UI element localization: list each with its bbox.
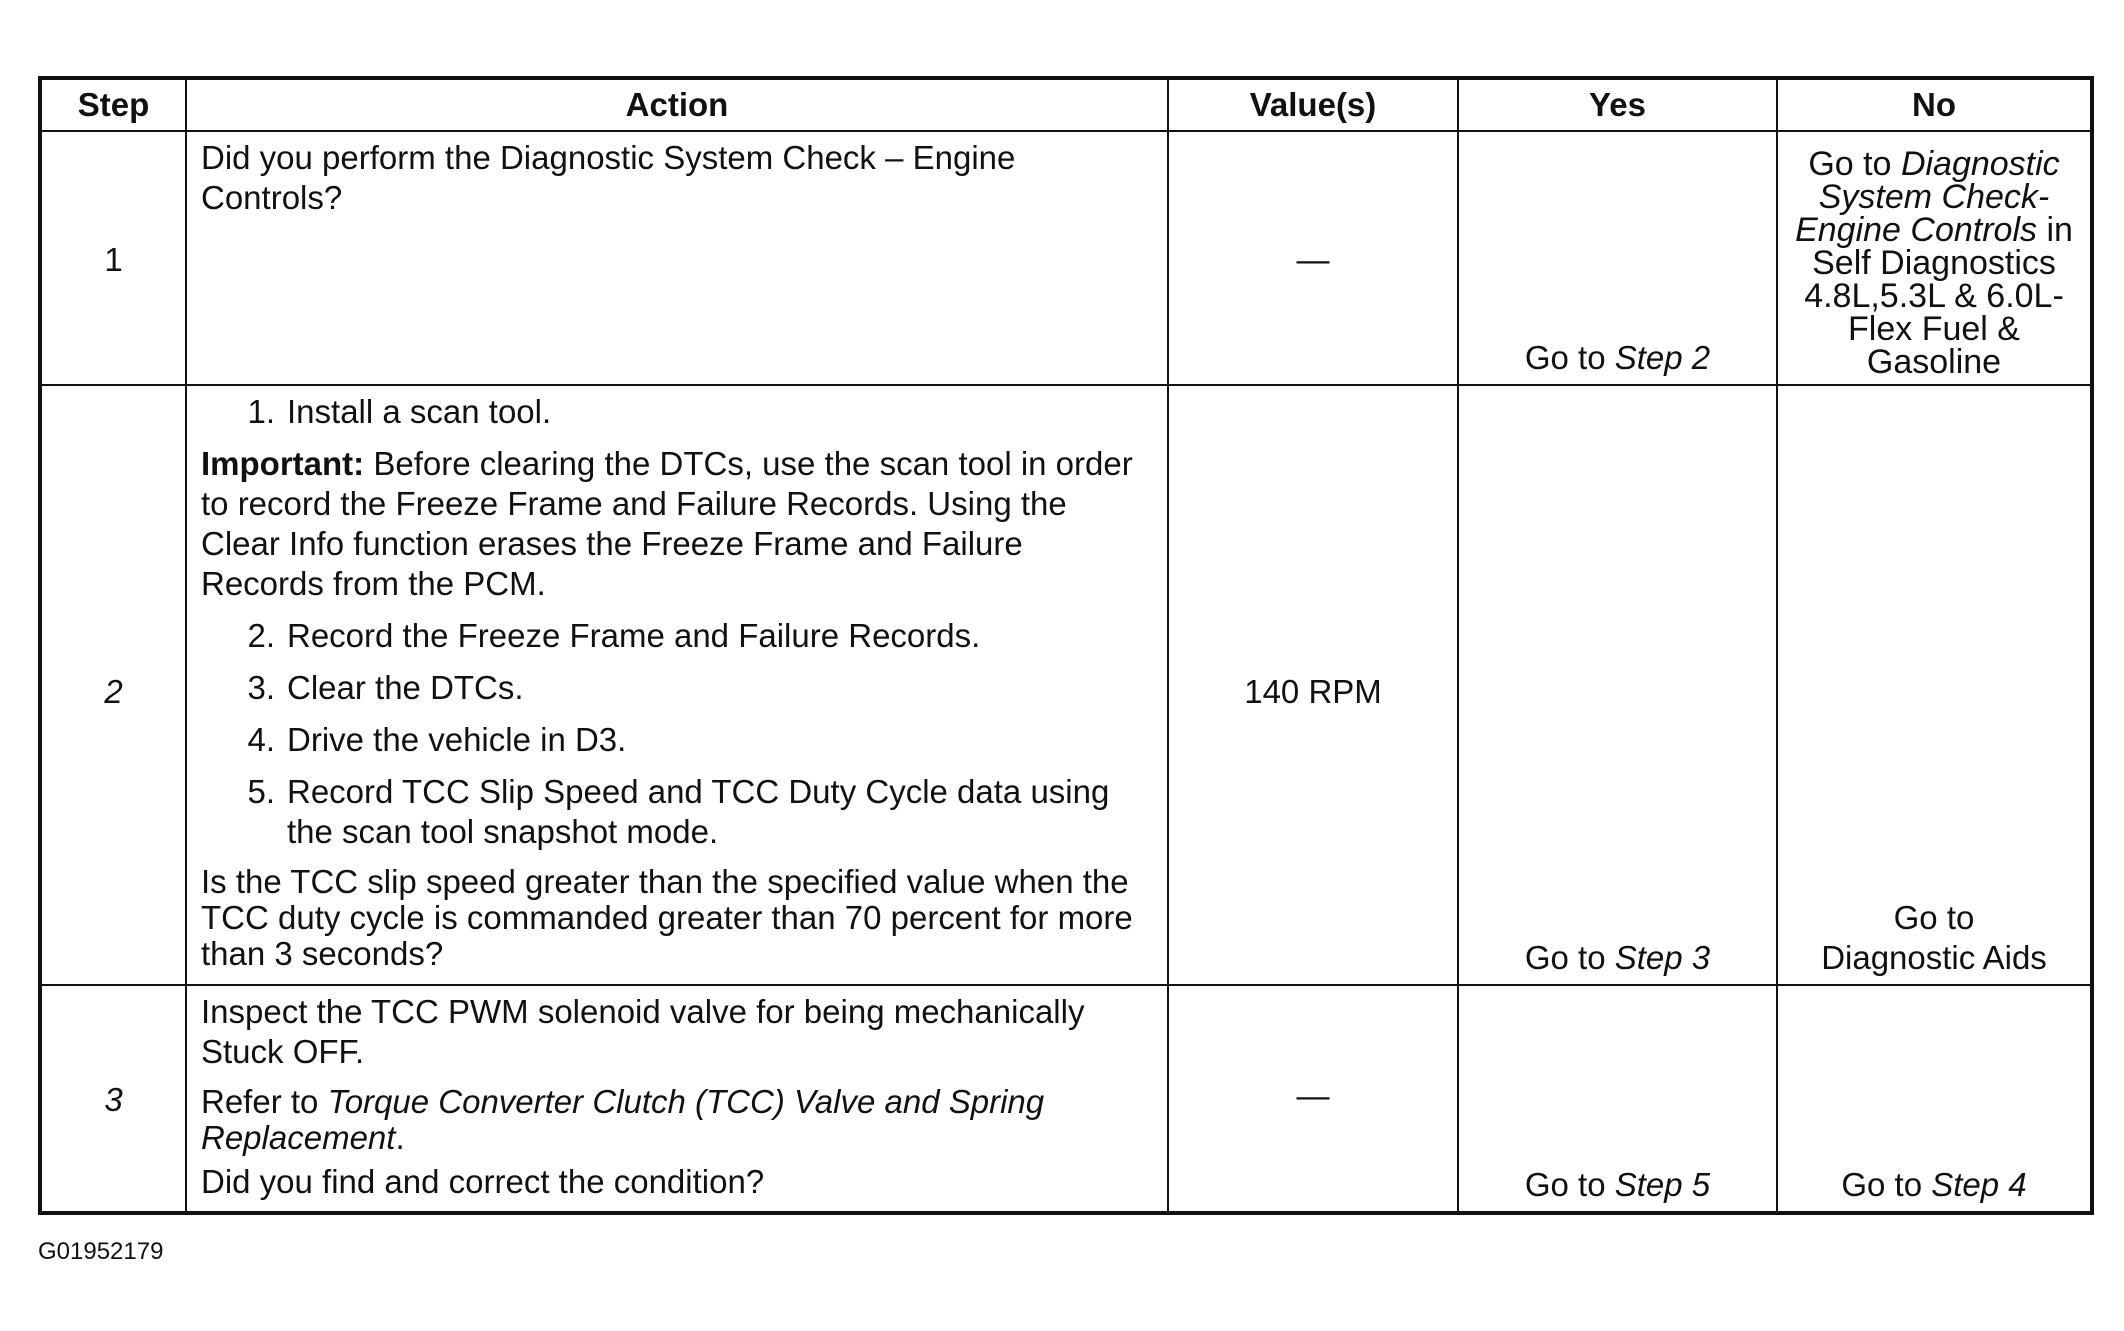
yes-link[interactable]: Go to Step 5 — [1524, 1166, 1711, 1203]
action-text: Inspect the TCC PWM solenoid valve for being mechanically Stuck OFF. — [201, 993, 1085, 1070]
figure-caption: G01952179 — [38, 1238, 164, 1265]
step-number: 3 — [104, 1081, 123, 1118]
value-cell — [1168, 131, 1458, 385]
step-cell — [40, 985, 186, 1213]
table-row-step-3 — [40, 985, 2092, 1213]
refer-link[interactable]: Torque Converter Clutch (TCC) Valve and Spring Replacement — [201, 1083, 1045, 1156]
action-list-item: 5. Record TCC Slip Speed and TCC Duty Cycle data using the scan tool snapshot mode. — [247, 773, 1110, 850]
action-question: Did you find and correct the condition? — [201, 1163, 765, 1200]
value-text: 140 RPM — [1244, 673, 1382, 710]
refer-text: Refer to Torque Converter Clutch (TCC) Valve and Spring Replacement. — [201, 1083, 1045, 1156]
yes-cell — [1458, 131, 1777, 385]
step-number: 2 — [104, 673, 123, 710]
header-step: Step — [40, 78, 186, 131]
diagnostic-table — [38, 76, 2094, 1215]
no-link[interactable]: Go to Step 4 — [1841, 1166, 2027, 1203]
value-text: — — [1296, 1077, 1330, 1114]
step-cell — [40, 385, 186, 985]
header-no: No — [1777, 78, 2092, 131]
step-cell — [40, 131, 186, 385]
action-cell — [186, 131, 1168, 385]
action-list-item: 1. Install a scan tool. — [247, 393, 552, 430]
header-yes: Yes — [1458, 78, 1777, 131]
value-cell — [1168, 985, 1458, 1213]
table-row-step-1 — [40, 131, 2092, 385]
value-cell — [1168, 385, 1458, 985]
header-action: Action — [186, 78, 1168, 131]
value-text: — — [1296, 241, 1330, 278]
yes-link[interactable]: Go to Step 3 — [1524, 939, 1711, 976]
yes-link[interactable]: Go to Step 2 — [1524, 339, 1711, 376]
yes-cell — [1458, 385, 1777, 985]
no-cell — [1777, 131, 2092, 385]
yes-cell — [1458, 985, 1777, 1213]
action-list-item: 3. Clear the DTCs. — [247, 669, 524, 706]
important-note: Important: Before clearing the DTCs, use the scan tool in order to record the Freeze Frame and Failure Records. Using the Clear Info function erases the Freeze Frame and Failure Records from the PCM. — [201, 445, 1133, 602]
action-list-item: 4. Drive the vehicle in D3. — [247, 721, 627, 758]
action-cell — [186, 985, 1168, 1213]
header-row — [40, 78, 2092, 131]
action-text: Did you perform the Diagnostic System Check – Engine Controls? — [201, 139, 1016, 216]
no-cell — [1777, 385, 2092, 985]
header-values: Value(s) — [1168, 78, 1458, 131]
action-list-item: 2. Record the Freeze Frame and Failure Records. — [247, 617, 981, 654]
table-row-step-2 — [40, 385, 2092, 985]
action-cell — [186, 385, 1168, 985]
action-question: Is the TCC slip speed greater than the specified value when the TCC duty cycle is commanded greater than 70 percent for more than 3 seconds? — [201, 863, 1133, 972]
step-number: 1 — [104, 241, 123, 278]
no-link[interactable]: Go to Diagnostic System Check-Engine Controls in Self Diagnostics 4.8L,5.3L & 6.0L-Flex Fuel & Gasoline — [1795, 145, 2073, 381]
no-link[interactable]: Go to Diagnostic Aids — [1821, 899, 2047, 976]
no-cell — [1777, 985, 2092, 1213]
